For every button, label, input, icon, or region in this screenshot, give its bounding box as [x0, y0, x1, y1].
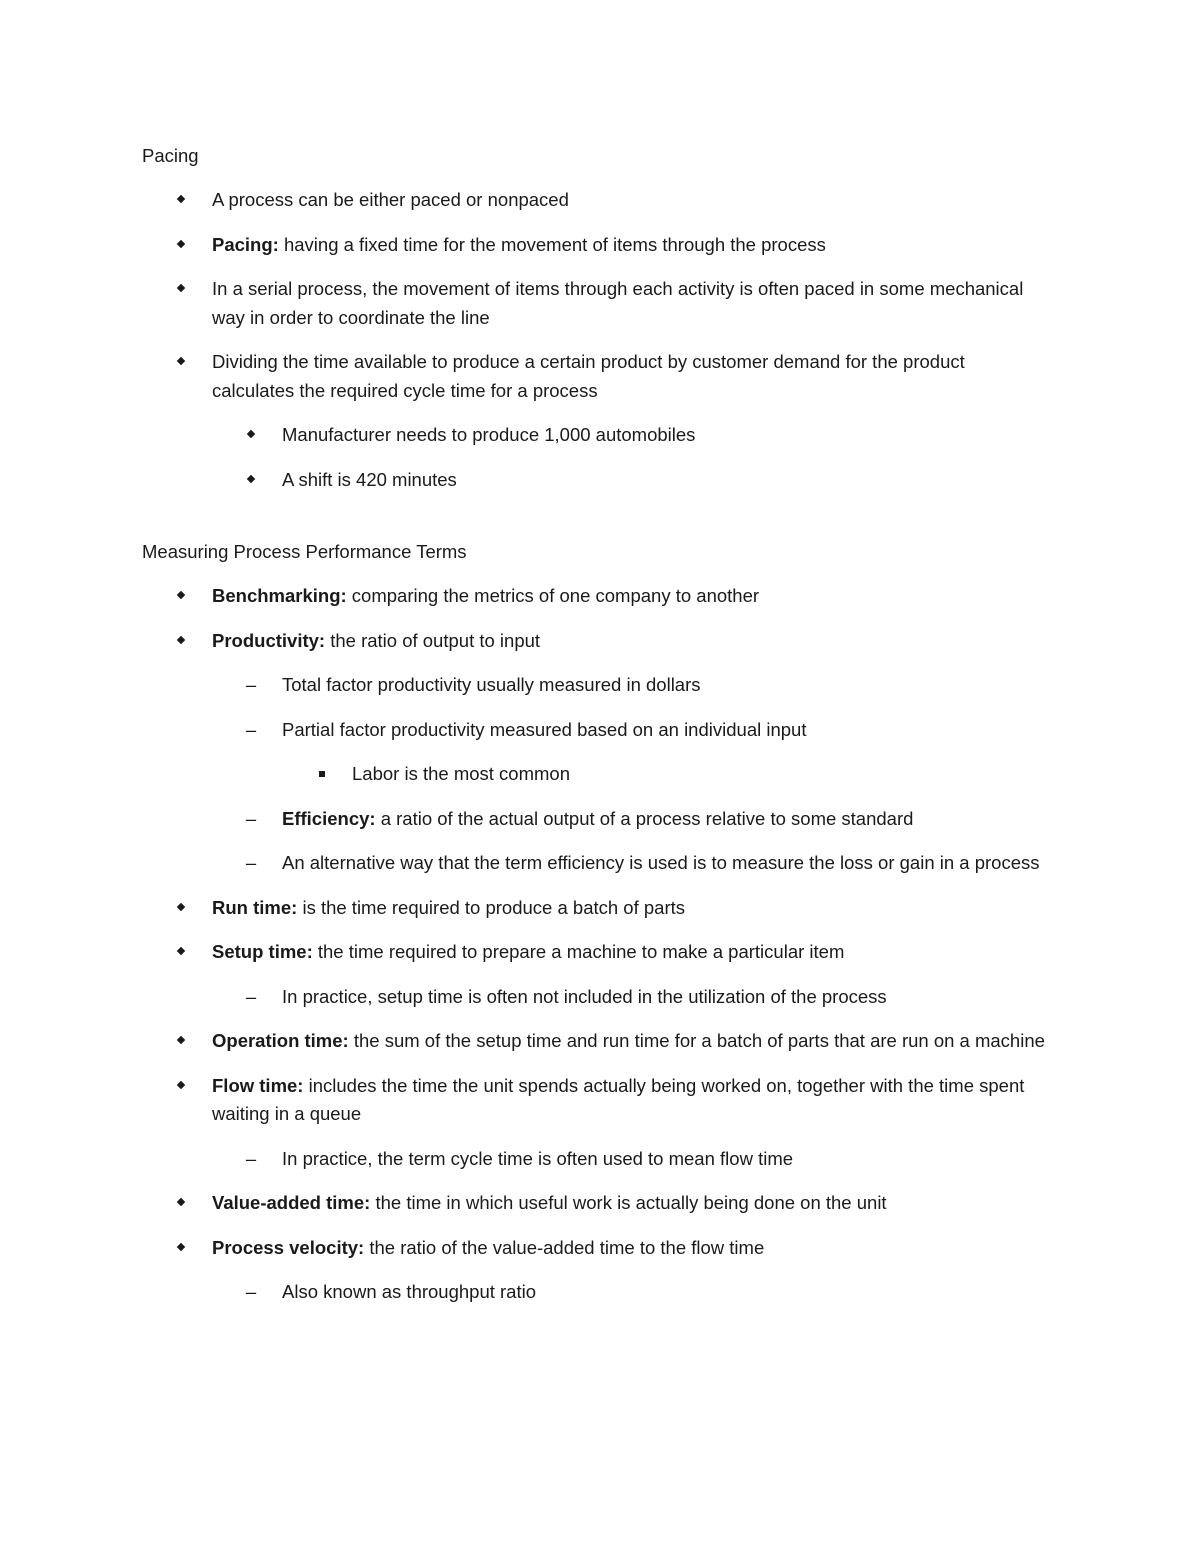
section-heading-pacing: Pacing	[142, 145, 199, 166]
item-text: A shift is 420 minutes	[282, 468, 457, 490]
item-text: Dividing the time available to produce a certain product by customer demand for the product calculates the required cycle time for a process	[212, 351, 965, 401]
diamond-bullet-icon	[171, 894, 191, 910]
diamond-bullet-icon	[241, 466, 261, 482]
list-item	[142, 1027, 1050, 1056]
list-item	[142, 231, 1050, 260]
list-item	[142, 1189, 1050, 1218]
list-item	[142, 582, 1050, 611]
diamond-bullet-icon	[171, 231, 191, 247]
list-item	[142, 805, 1050, 834]
dash-bullet-icon	[241, 1278, 261, 1307]
diamond-bullet-icon	[241, 421, 261, 437]
square-bullet-icon	[312, 760, 332, 777]
section-heading-measuring-process-performance: Measuring Process Performance Terms	[142, 541, 467, 562]
item-text: comparing the metrics of one company to another	[346, 585, 760, 606]
diamond-bullet-icon	[171, 1189, 191, 1205]
pacing-list	[142, 186, 1050, 494]
dash-bullet-icon	[241, 983, 261, 1012]
dash-bullet-icon	[241, 716, 261, 745]
list-item	[142, 627, 1050, 656]
item-text: the sum of the setup time and run time for a batch of parts that are run on a machine	[348, 1030, 1045, 1051]
list-item	[142, 760, 1050, 789]
term-label: Flow time:	[212, 1074, 304, 1096]
dash-bullet-icon	[241, 1145, 261, 1174]
list-item	[142, 849, 1050, 878]
term-label: Process velocity:	[212, 1236, 365, 1258]
item-text: a ratio of the actual output of a process relative to some standard	[375, 807, 914, 829]
list-item	[142, 894, 1050, 923]
diamond-bullet-icon	[171, 1027, 191, 1043]
item-text: is the time required to produce a batch of parts	[297, 896, 685, 918]
diamond-bullet-icon	[171, 275, 191, 291]
list-item	[142, 716, 1050, 745]
diamond-bullet-icon	[171, 627, 191, 643]
list-item	[142, 421, 1050, 450]
item-text: Total factor productivity usually measured in dollars	[282, 674, 701, 695]
list-item	[142, 1234, 1050, 1263]
term-label: Run time:	[212, 896, 298, 918]
list-item	[142, 348, 1050, 405]
term-label: Value-added time:	[212, 1192, 371, 1213]
diamond-bullet-icon	[171, 582, 191, 598]
dash-bullet-icon	[241, 805, 261, 834]
item-text: Labor is the most common	[352, 763, 570, 784]
list-item	[142, 186, 1050, 215]
item-text: Partial factor productivity measured based on an individual input	[282, 718, 807, 740]
dash-bullet-icon	[241, 849, 261, 878]
item-text: the time in which useful work is actually being done on the unit	[370, 1192, 887, 1213]
term-label: Productivity:	[212, 629, 326, 651]
item-text: Manufacturer needs to produce 1,000 automobiles	[282, 424, 696, 445]
diamond-bullet-icon	[171, 938, 191, 954]
list-item	[142, 275, 1050, 332]
list-item	[142, 1072, 1050, 1129]
list-item	[142, 1145, 1050, 1174]
dash-bullet-icon	[241, 671, 261, 700]
term-label: Efficiency:	[282, 807, 376, 829]
term-label: Operation time:	[212, 1030, 349, 1051]
item-text: Also known as throughput ratio	[282, 1281, 537, 1302]
item-text: the ratio of output to input	[325, 629, 541, 651]
list-item	[142, 938, 1050, 967]
item-text: the ratio of the value-added time to the flow time	[364, 1236, 765, 1258]
diamond-bullet-icon	[171, 348, 191, 364]
diamond-bullet-icon	[171, 1234, 191, 1250]
item-text: An alternative way that the term efficiency is used is to measure the loss or gain in a process	[282, 852, 1040, 873]
term-label: Pacing:	[212, 233, 279, 255]
item-text: includes the time the unit spends actually being worked on, together with the time spent waiting in a queue	[212, 1074, 1025, 1124]
list-item	[142, 466, 1050, 495]
performance-terms-list	[142, 582, 1050, 1307]
item-text: the time required to prepare a machine to make a particular item	[312, 941, 845, 962]
list-item	[142, 1278, 1050, 1307]
list-item	[142, 983, 1050, 1012]
diamond-bullet-icon	[171, 186, 191, 202]
diamond-bullet-icon	[171, 1072, 191, 1088]
list-item	[142, 671, 1050, 700]
item-text: A process can be either paced or nonpaced	[212, 189, 569, 210]
item-text: having a fixed time for the movement of items through the process	[278, 233, 826, 255]
item-text: In a serial process, the movement of items through each activity is often paced in some mechanical way in order to coordinate the line	[212, 278, 1024, 328]
term-label: Benchmarking:	[212, 585, 347, 606]
item-text: In practice, setup time is often not included in the utilization of the process	[282, 985, 887, 1007]
item-text: In practice, the term cycle time is often used to mean flow time	[282, 1147, 794, 1169]
term-label: Setup time:	[212, 941, 313, 962]
